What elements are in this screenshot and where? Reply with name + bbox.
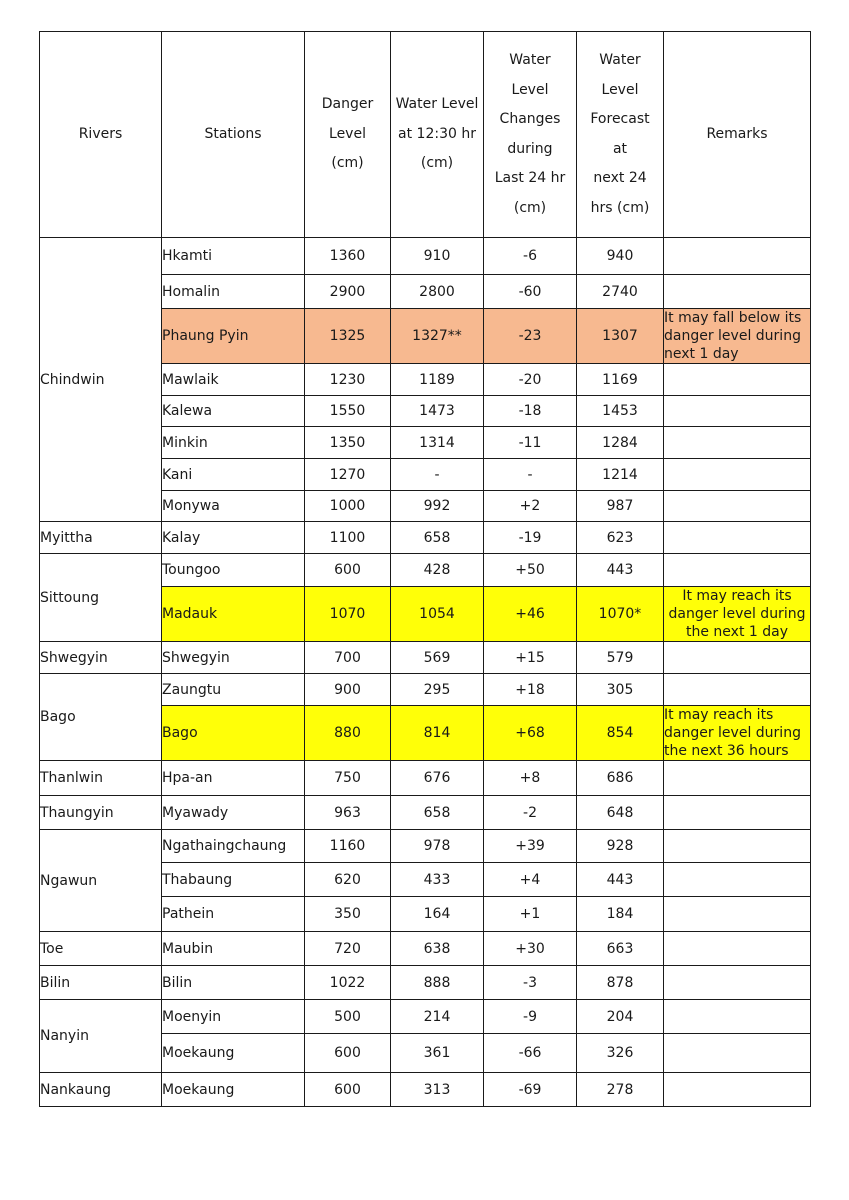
forecast-level: 1214 [577,459,664,491]
station-name: Myawady [162,796,305,830]
water-level: 658 [391,796,484,830]
remark-text [664,761,811,796]
remark-text: It may fall below its danger level during next 1 day [664,309,811,364]
river-name: Sittoung [40,554,162,642]
danger-level: 2900 [305,275,391,309]
river-name: Thanlwin [40,761,162,796]
level-change: -2 [484,796,577,830]
danger-level: 1550 [305,396,391,427]
header-remarks: Remarks [664,32,811,238]
level-change: -69 [484,1073,577,1107]
level-change: -60 [484,275,577,309]
water-level: 428 [391,554,484,587]
danger-level: 963 [305,796,391,830]
danger-level: 1230 [305,364,391,396]
forecast-level: 2740 [577,275,664,309]
level-change: +18 [484,674,577,706]
remark-text [664,396,811,427]
forecast-level: 878 [577,966,664,1000]
danger-level: 900 [305,674,391,706]
level-change: +1 [484,897,577,932]
river-name: Nanyin [40,1000,162,1073]
water-level: 313 [391,1073,484,1107]
station-name: Thabaung [162,863,305,897]
river-name: Myittha [40,522,162,554]
water-level-table [39,31,811,1107]
danger-level: 1000 [305,491,391,522]
table-row [40,796,811,830]
forecast-level: 1284 [577,427,664,459]
river-name: Toe [40,932,162,966]
danger-level: 500 [305,1000,391,1034]
station-name: Moekaung [162,1073,305,1107]
river-name: Ngawun [40,830,162,932]
remark-text [664,674,811,706]
danger-level: 600 [305,554,391,587]
remark-text: It may reach its danger level during the next 1 day [664,587,811,642]
table-row [40,554,811,587]
remark-text [664,897,811,932]
forecast-level: 928 [577,830,664,863]
water-level: 164 [391,897,484,932]
danger-level: 720 [305,932,391,966]
header-level-changes: Water Level Changes during Last 24 hr (cm) [484,32,577,238]
station-name: Kani [162,459,305,491]
table-row [40,966,811,1000]
forecast-level: 854 [577,706,664,761]
station-name: Pathein [162,897,305,932]
water-level: 1327** [391,309,484,364]
header-rivers: Rivers [40,32,162,238]
level-change: +4 [484,863,577,897]
remark-text [664,796,811,830]
level-change: +39 [484,830,577,863]
level-change: +46 [484,587,577,642]
danger-level: 1160 [305,830,391,863]
forecast-level: 305 [577,674,664,706]
remark-text [664,364,811,396]
header-forecast: Water Level Forecast at next 24 hrs (cm) [577,32,664,238]
level-change: +15 [484,642,577,674]
station-name: Hkamti [162,238,305,275]
table-row [40,1000,811,1034]
danger-level: 1325 [305,309,391,364]
water-level: 1189 [391,364,484,396]
danger-level: 1022 [305,966,391,1000]
station-name: Shwegyin [162,642,305,674]
water-level: 638 [391,932,484,966]
table-row [40,830,811,863]
remark-text [664,830,811,863]
forecast-level: 184 [577,897,664,932]
river-name: Chindwin [40,238,162,522]
level-change: +8 [484,761,577,796]
danger-level: 600 [305,1073,391,1107]
level-change: -11 [484,427,577,459]
level-change: -18 [484,396,577,427]
danger-level: 880 [305,706,391,761]
level-change: +30 [484,932,577,966]
remark-text [664,966,811,1000]
river-name: Nankaung [40,1073,162,1107]
forecast-level: 278 [577,1073,664,1107]
level-change: - [484,459,577,491]
level-change: +2 [484,491,577,522]
header-danger-level: Danger Level (cm) [305,32,391,238]
river-name: Thaungyin [40,796,162,830]
remark-text: It may reach its danger level during the next 36 hours [664,706,811,761]
danger-level: 1100 [305,522,391,554]
remark-text [664,642,811,674]
level-change: -66 [484,1034,577,1073]
danger-level: 350 [305,897,391,932]
water-level: 888 [391,966,484,1000]
table-row [40,642,811,674]
forecast-level: 326 [577,1034,664,1073]
station-name: Mawlaik [162,364,305,396]
table-row [40,1073,811,1107]
water-level: 658 [391,522,484,554]
station-name: Bago [162,706,305,761]
remark-text [664,863,811,897]
station-name: Homalin [162,275,305,309]
table-row [40,674,811,706]
forecast-level: 663 [577,932,664,966]
remark-text [664,275,811,309]
water-level: 214 [391,1000,484,1034]
header-water-level: Water Level at 12:30 hr (cm) [391,32,484,238]
level-change: +68 [484,706,577,761]
danger-level: 1270 [305,459,391,491]
forecast-level: 987 [577,491,664,522]
remark-text [664,1073,811,1107]
water-level: 295 [391,674,484,706]
danger-level: 600 [305,1034,391,1073]
remark-text [664,1034,811,1073]
remark-text [664,427,811,459]
header-row [40,32,811,238]
river-name: Shwegyin [40,642,162,674]
remark-text [664,1000,811,1034]
forecast-level: 1169 [577,364,664,396]
water-level: 910 [391,238,484,275]
station-name: Madauk [162,587,305,642]
level-change: -9 [484,1000,577,1034]
forecast-level: 940 [577,238,664,275]
forecast-level: 204 [577,1000,664,1034]
water-level: - [391,459,484,491]
water-level: 433 [391,863,484,897]
forecast-level: 623 [577,522,664,554]
station-name: Toungoo [162,554,305,587]
river-name: Bago [40,674,162,761]
remark-text [664,522,811,554]
station-name: Bilin [162,966,305,1000]
water-level: 992 [391,491,484,522]
water-level: 814 [391,706,484,761]
station-name: Phaung Pyin [162,309,305,364]
danger-level: 700 [305,642,391,674]
danger-level: 750 [305,761,391,796]
forecast-level: 443 [577,863,664,897]
table-row [40,238,811,275]
water-level: 361 [391,1034,484,1073]
forecast-level: 579 [577,642,664,674]
level-change: +50 [484,554,577,587]
water-level: 676 [391,761,484,796]
water-level: 1054 [391,587,484,642]
water-level: 2800 [391,275,484,309]
table-row [40,761,811,796]
danger-level: 620 [305,863,391,897]
forecast-level: 686 [577,761,664,796]
station-name: Ngathaingchaung [162,830,305,863]
station-name: Kalay [162,522,305,554]
remark-text [664,491,811,522]
station-name: Monywa [162,491,305,522]
level-change: -20 [484,364,577,396]
header-stations: Stations [162,32,305,238]
danger-level: 1070 [305,587,391,642]
remark-text [664,238,811,275]
level-change: -6 [484,238,577,275]
level-change: -23 [484,309,577,364]
station-name: Zaungtu [162,674,305,706]
danger-level: 1350 [305,427,391,459]
forecast-level: 1453 [577,396,664,427]
forecast-level: 1070* [577,587,664,642]
forecast-level: 1307 [577,309,664,364]
danger-level: 1360 [305,238,391,275]
station-name: Maubin [162,932,305,966]
remark-text [664,459,811,491]
forecast-level: 648 [577,796,664,830]
river-name: Bilin [40,966,162,1000]
level-change: -3 [484,966,577,1000]
table-row [40,522,811,554]
remark-text [664,932,811,966]
water-level: 978 [391,830,484,863]
level-change: -19 [484,522,577,554]
remark-text [664,554,811,587]
station-name: Moenyin [162,1000,305,1034]
water-level: 569 [391,642,484,674]
station-name: Hpa-an [162,761,305,796]
water-level: 1314 [391,427,484,459]
table-row [40,932,811,966]
station-name: Kalewa [162,396,305,427]
station-name: Moekaung [162,1034,305,1073]
forecast-level: 443 [577,554,664,587]
station-name: Minkin [162,427,305,459]
water-level: 1473 [391,396,484,427]
